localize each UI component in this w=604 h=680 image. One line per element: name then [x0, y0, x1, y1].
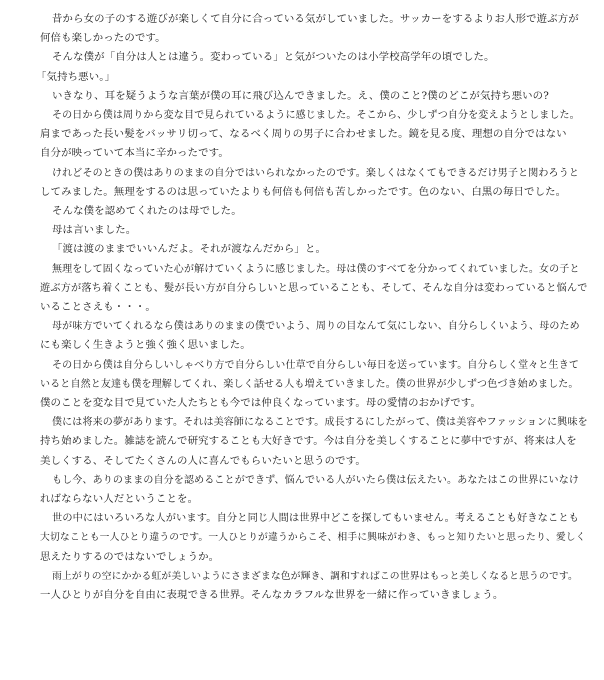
essay-line: 美しくする、そしてたくさんの人に喜んでもらいたいと思うのです。 — [40, 454, 366, 467]
essay-line: 無理をして固くなっていた心が解けていくように感じました。母は僕のすべてを分かってくれていました。女の子と — [52, 263, 580, 275]
essay-line: 大切なことも一人ひとり違うのです。一人ひとりが違うからこそ、相手に興味がわき、もっと知りたいと思ったり、愛しく — [40, 532, 586, 544]
essay-line: 持ち始めました。雑誌を読んで研究することも大好きです。今は自分を美しくすることに夢中ですが、将来は人を — [40, 435, 577, 448]
essay-line: その日から僕は自分らしいしゃべり方で自分らしい仕草で自分らしい毎日を送っています。自分らしく堂々と生きて — [52, 359, 579, 371]
essay-line: してみました。無理をするのは思っていたよりも何倍も何倍も苦しかったです。色のない、白黒の毎日でした。 — [40, 185, 567, 198]
essay-line: その日から僕は周りから変な目で見られているように感じました。そこから、少しずつ自分を変えようとしました。 — [52, 110, 580, 122]
essay-line: 僕のことを変な目で見ていた人たちとも今では仲良くなっています。母の愛情のおかげです。 — [40, 397, 482, 410]
essay-line: いきなり、耳を疑うような言葉が僕の耳に飛び込んできました。え、僕のこと?僕のどこが気持ち悪いの? — [52, 89, 549, 102]
essay-line: 雨上がりの空にかかる虹が美しいようにさまざまな色が輝き、調和すればこの世界はもっと美しくなると思うのです。 — [52, 570, 579, 582]
essay-line: いることさえも・・・。 — [40, 301, 156, 314]
essay-line: そんな僕が「自分は人とは違う。変わっている」と気がついたのは小学校高学年の頃でした。 — [52, 51, 495, 64]
essay-line: 母が味方でいてくれるなら僕はありのままの僕でいよう、周りの目なんて気にしない、自分らしくいよう、母のため — [52, 321, 580, 333]
essay-line: けれどそのときの僕はありのままの自分ではいられなかったのです。楽しくはなくてもできるだけ男子と関わろうと — [52, 167, 579, 179]
essay-line: 肩まであった長い髪をバッサリ切って、なるべく周りの男子に合わせました。鏡を見る度、理想の自分ではない — [40, 128, 567, 141]
essay-line: 世の中にはいろいろな人がいます。自分と同じ人間は世界中どこを探してもいません。考えることも好きなことも — [52, 513, 580, 525]
essay-line: いると自然と友達も僕を理解してくれ、楽しく話せる人も増えていきました。僕の世界が少しずつ色づき始めました。 — [40, 378, 579, 390]
essay-line: にも楽しく生きようと強く強く思いました。 — [40, 339, 251, 352]
essay-line: 「気持ち悪い。」 — [36, 70, 116, 83]
essay-line: 母は言いました。 — [52, 224, 137, 237]
essay-line: そんな僕を認めてくれたのは母でした。 — [52, 205, 242, 218]
essay-line: 僕には将来の夢があります。それは美容師になることです。成長するにしたがって、僕は美容やファッションに興味を — [52, 417, 588, 429]
essay-line: 「渡は渡のままでいいんだよ。それが渡なんだから」と。 — [52, 243, 327, 256]
essay-line: ればならない人だということを。 — [40, 493, 199, 506]
essay-line: 思えたりするのではないでしょうか。 — [40, 550, 220, 563]
essay-line: 何倍も楽しかったのです。 — [40, 32, 166, 45]
essay-line: もし今、ありのままの自分を認めることができず、悩んでいる人がいたら僕は伝えたい。あなたはこの世界にいなけ — [52, 474, 579, 486]
essay-line: 遊ぶ方が落ち着くことも、髪が長い方が自分らしいと思っていることも、そして、そんな自分は変わっていると悩んで — [40, 282, 588, 294]
essay-line: 昔から女の子のする遊びが楽しくて自分に合っている気がしていました。サッカーをするよりお人形で遊ぶ方が — [52, 13, 579, 25]
essay-line: 自分が映っていて本当に辛かったです。 — [40, 147, 229, 160]
essay-line: 一人ひとりが自分を自由に表現できる世界。そんなカラフルな世界を一緒に作っていきましょう。 — [40, 589, 504, 602]
